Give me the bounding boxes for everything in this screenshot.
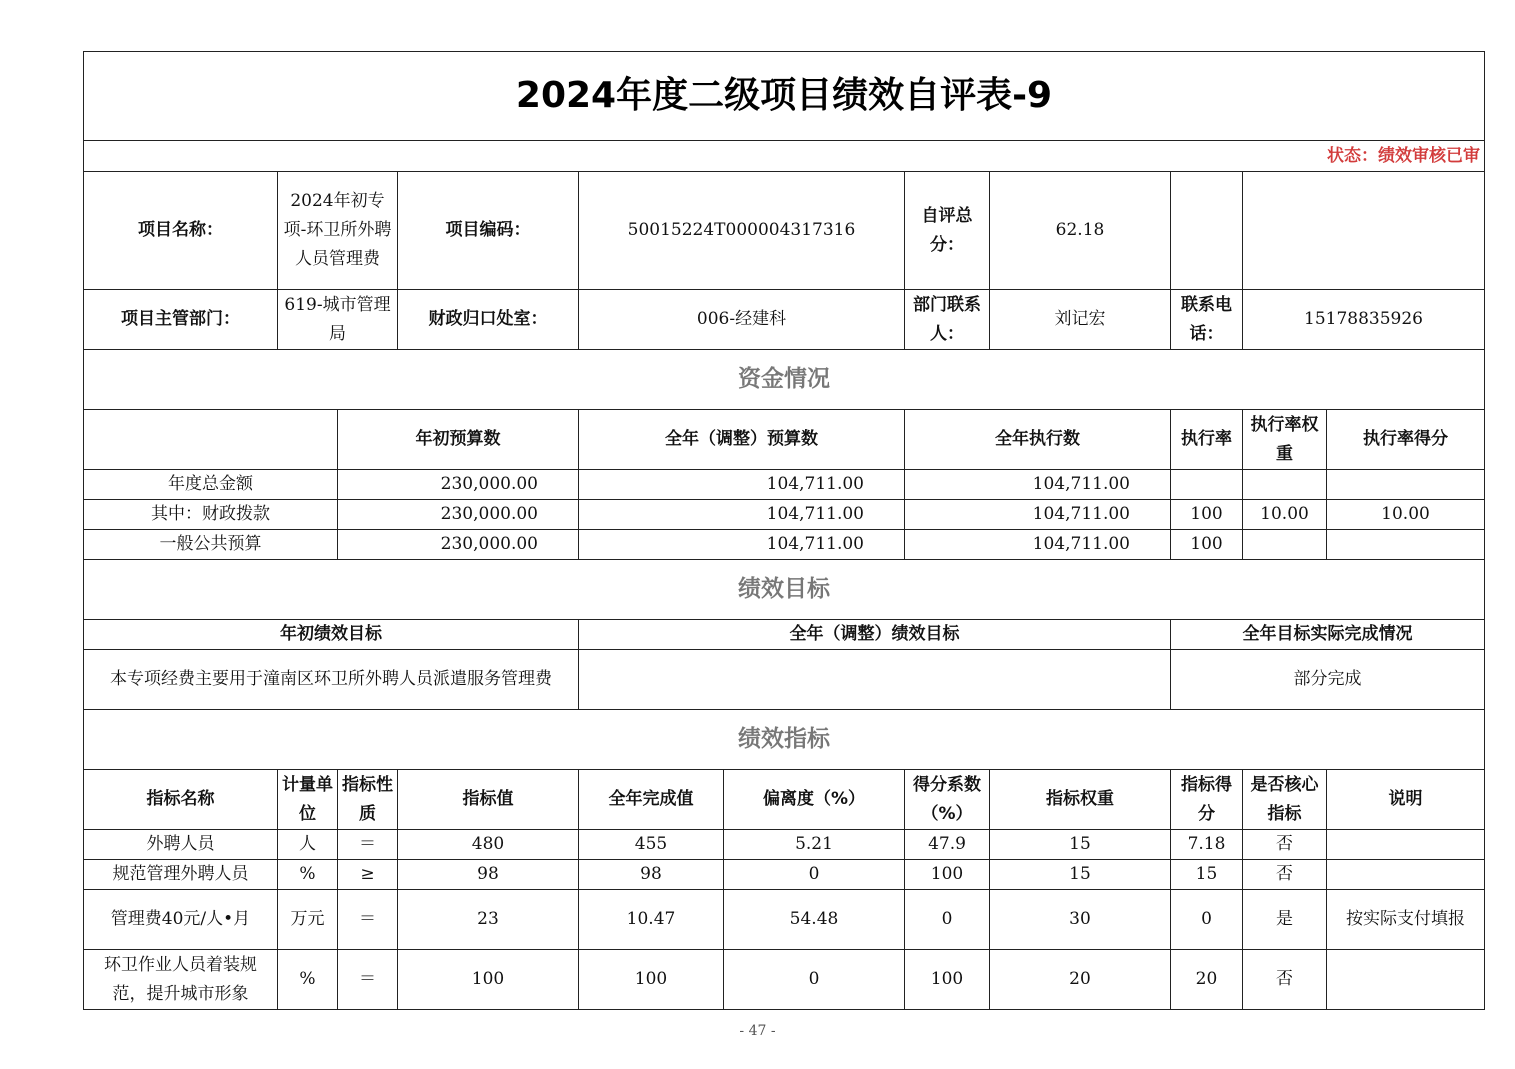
self-score-label: 自评总分： (905, 172, 990, 290)
funds-row-score: 10.00 (1327, 500, 1485, 530)
funds-row-weight (1243, 470, 1327, 500)
ind-header-unit: 计量单位 (278, 770, 338, 830)
contact-label: 部门联系人： (905, 290, 990, 350)
ind-header-actual: 全年完成值 (579, 770, 724, 830)
empty-cell (1243, 172, 1485, 290)
indicator-row (84, 950, 1485, 1010)
funds-row (84, 500, 1485, 530)
goals-initial-value: 本专项经费主要用于潼南区环卫所外聘人员派遣服务管理费 (84, 650, 579, 710)
funds-row-executed: 104,711.00 (905, 530, 1171, 560)
ind-note (1327, 860, 1485, 890)
ind-unit: 万元 (278, 890, 338, 950)
goals-completion-value: 部分完成 (1171, 650, 1485, 710)
funds-row-weight: 10.00 (1243, 500, 1327, 530)
ind-header-name: 指标名称 (84, 770, 278, 830)
funds-row (84, 530, 1485, 560)
status-badge: 状态：绩效审核已审 (84, 141, 1485, 172)
project-name-label: 项目名称： (84, 172, 278, 290)
funds-header-weight: 执行率权重 (1243, 410, 1327, 470)
goals-header-completion: 全年目标实际完成情况 (1171, 620, 1485, 650)
ind-score: 0 (1171, 890, 1243, 950)
ind-actual: 98 (579, 860, 724, 890)
ind-weight: 20 (990, 950, 1171, 1010)
funds-header-rate: 执行率 (1171, 410, 1243, 470)
indicators-section-title: 绩效指标 (84, 710, 1485, 770)
funds-row-executed: 104,711.00 (905, 500, 1171, 530)
ind-actual: 10.47 (579, 890, 724, 950)
ind-deviation: 0 (724, 950, 905, 1010)
ind-header-weight: 指标权重 (990, 770, 1171, 830)
self-score-value: 62.18 (990, 172, 1171, 290)
ind-core: 是 (1243, 890, 1327, 950)
finance-value: 006-经建科 (579, 290, 905, 350)
ind-header-core: 是否核心指标 (1243, 770, 1327, 830)
ind-header-note: 说明 (1327, 770, 1485, 830)
performance-table (83, 51, 1485, 1010)
ind-core: 否 (1243, 830, 1327, 860)
funds-row-rate (1171, 470, 1243, 500)
page-title: 2024年度二级项目绩效自评表-9 (84, 52, 1485, 141)
funds-row-score (1327, 530, 1485, 560)
funds-header-blank (84, 410, 338, 470)
ind-name: 环卫作业人员着装规范，提升城市形象 (84, 950, 278, 1010)
funds-row-weight (1243, 530, 1327, 560)
ind-deviation: 0 (724, 860, 905, 890)
goals-section-title: 绩效目标 (84, 560, 1485, 620)
contact-value: 刘记宏 (990, 290, 1171, 350)
funds-row (84, 470, 1485, 500)
finance-label: 财政归口处室： (398, 290, 579, 350)
ind-target: 480 (398, 830, 579, 860)
funds-section-title: 资金情况 (84, 350, 1485, 410)
ind-name: 外聘人员 (84, 830, 278, 860)
ind-name: 规范管理外聘人员 (84, 860, 278, 890)
funds-header-score: 执行率得分 (1327, 410, 1485, 470)
ind-unit: % (278, 950, 338, 1010)
funds-row-adjusted: 104,711.00 (579, 530, 905, 560)
ind-weight: 30 (990, 890, 1171, 950)
ind-coef: 47.9 (905, 830, 990, 860)
ind-target: 98 (398, 860, 579, 890)
project-code-label: 项目编码： (398, 172, 579, 290)
project-name-value: 2024年初专项-环卫所外聘人员管理费 (278, 172, 398, 290)
funds-row-score (1327, 470, 1485, 500)
funds-header-adjusted: 全年（调整）预算数 (579, 410, 905, 470)
ind-score: 20 (1171, 950, 1243, 1010)
funds-row-rate: 100 (1171, 500, 1243, 530)
ind-name: 管理费40元/人•月 (84, 890, 278, 950)
funds-row-executed: 104,711.00 (905, 470, 1171, 500)
ind-note (1327, 830, 1485, 860)
ind-weight: 15 (990, 860, 1171, 890)
ind-note: 按实际支付填报 (1327, 890, 1485, 950)
ind-header-deviation: 偏离度（%） (724, 770, 905, 830)
empty-cell (1171, 172, 1243, 290)
funds-row-initial: 230,000.00 (338, 470, 579, 500)
ind-weight: 15 (990, 830, 1171, 860)
ind-target: 23 (398, 890, 579, 950)
ind-nature: ＝ (338, 830, 398, 860)
indicator-row (84, 860, 1485, 890)
dept-value: 619-城市管理局 (278, 290, 398, 350)
ind-actual: 100 (579, 950, 724, 1010)
funds-row-name: 其中：财政拨款 (84, 500, 338, 530)
ind-nature: ＝ (338, 950, 398, 1010)
funds-header-initial: 年初预算数 (338, 410, 579, 470)
ind-coef: 0 (905, 890, 990, 950)
ind-target: 100 (398, 950, 579, 1010)
dept-label: 项目主管部门： (84, 290, 278, 350)
indicator-row (84, 830, 1485, 860)
indicator-row (84, 890, 1485, 950)
ind-coef: 100 (905, 860, 990, 890)
funds-row-adjusted: 104,711.00 (579, 500, 905, 530)
ind-header-nature: 指标性质 (338, 770, 398, 830)
funds-row-name: 年度总金额 (84, 470, 338, 500)
ind-header-target: 指标值 (398, 770, 579, 830)
page-number: - 47 - (739, 1023, 776, 1039)
ind-note (1327, 950, 1485, 1010)
ind-core: 否 (1243, 950, 1327, 1010)
ind-unit: 人 (278, 830, 338, 860)
phone-label: 联系电话： (1171, 290, 1243, 350)
goals-header-initial: 年初绩效目标 (84, 620, 579, 650)
funds-row-name: 一般公共预算 (84, 530, 338, 560)
ind-deviation: 54.48 (724, 890, 905, 950)
ind-core: 否 (1243, 860, 1327, 890)
ind-deviation: 5.21 (724, 830, 905, 860)
project-code-value: 50015224T000004317316 (579, 172, 905, 290)
ind-score: 7.18 (1171, 830, 1243, 860)
funds-row-initial: 230,000.00 (338, 500, 579, 530)
goals-header-adjusted: 全年（调整）绩效目标 (579, 620, 1171, 650)
funds-header-executed: 全年执行数 (905, 410, 1171, 470)
ind-nature: ≥ (338, 860, 398, 890)
ind-actual: 455 (579, 830, 724, 860)
ind-header-coef: 得分系数（%） (905, 770, 990, 830)
goals-adjusted-value (579, 650, 1171, 710)
ind-unit: % (278, 860, 338, 890)
ind-coef: 100 (905, 950, 990, 1010)
funds-row-rate: 100 (1171, 530, 1243, 560)
funds-row-adjusted: 104,711.00 (579, 470, 905, 500)
ind-header-score: 指标得分 (1171, 770, 1243, 830)
funds-row-initial: 230,000.00 (338, 530, 579, 560)
ind-score: 15 (1171, 860, 1243, 890)
ind-nature: ＝ (338, 890, 398, 950)
phone-value: 15178835926 (1243, 290, 1485, 350)
